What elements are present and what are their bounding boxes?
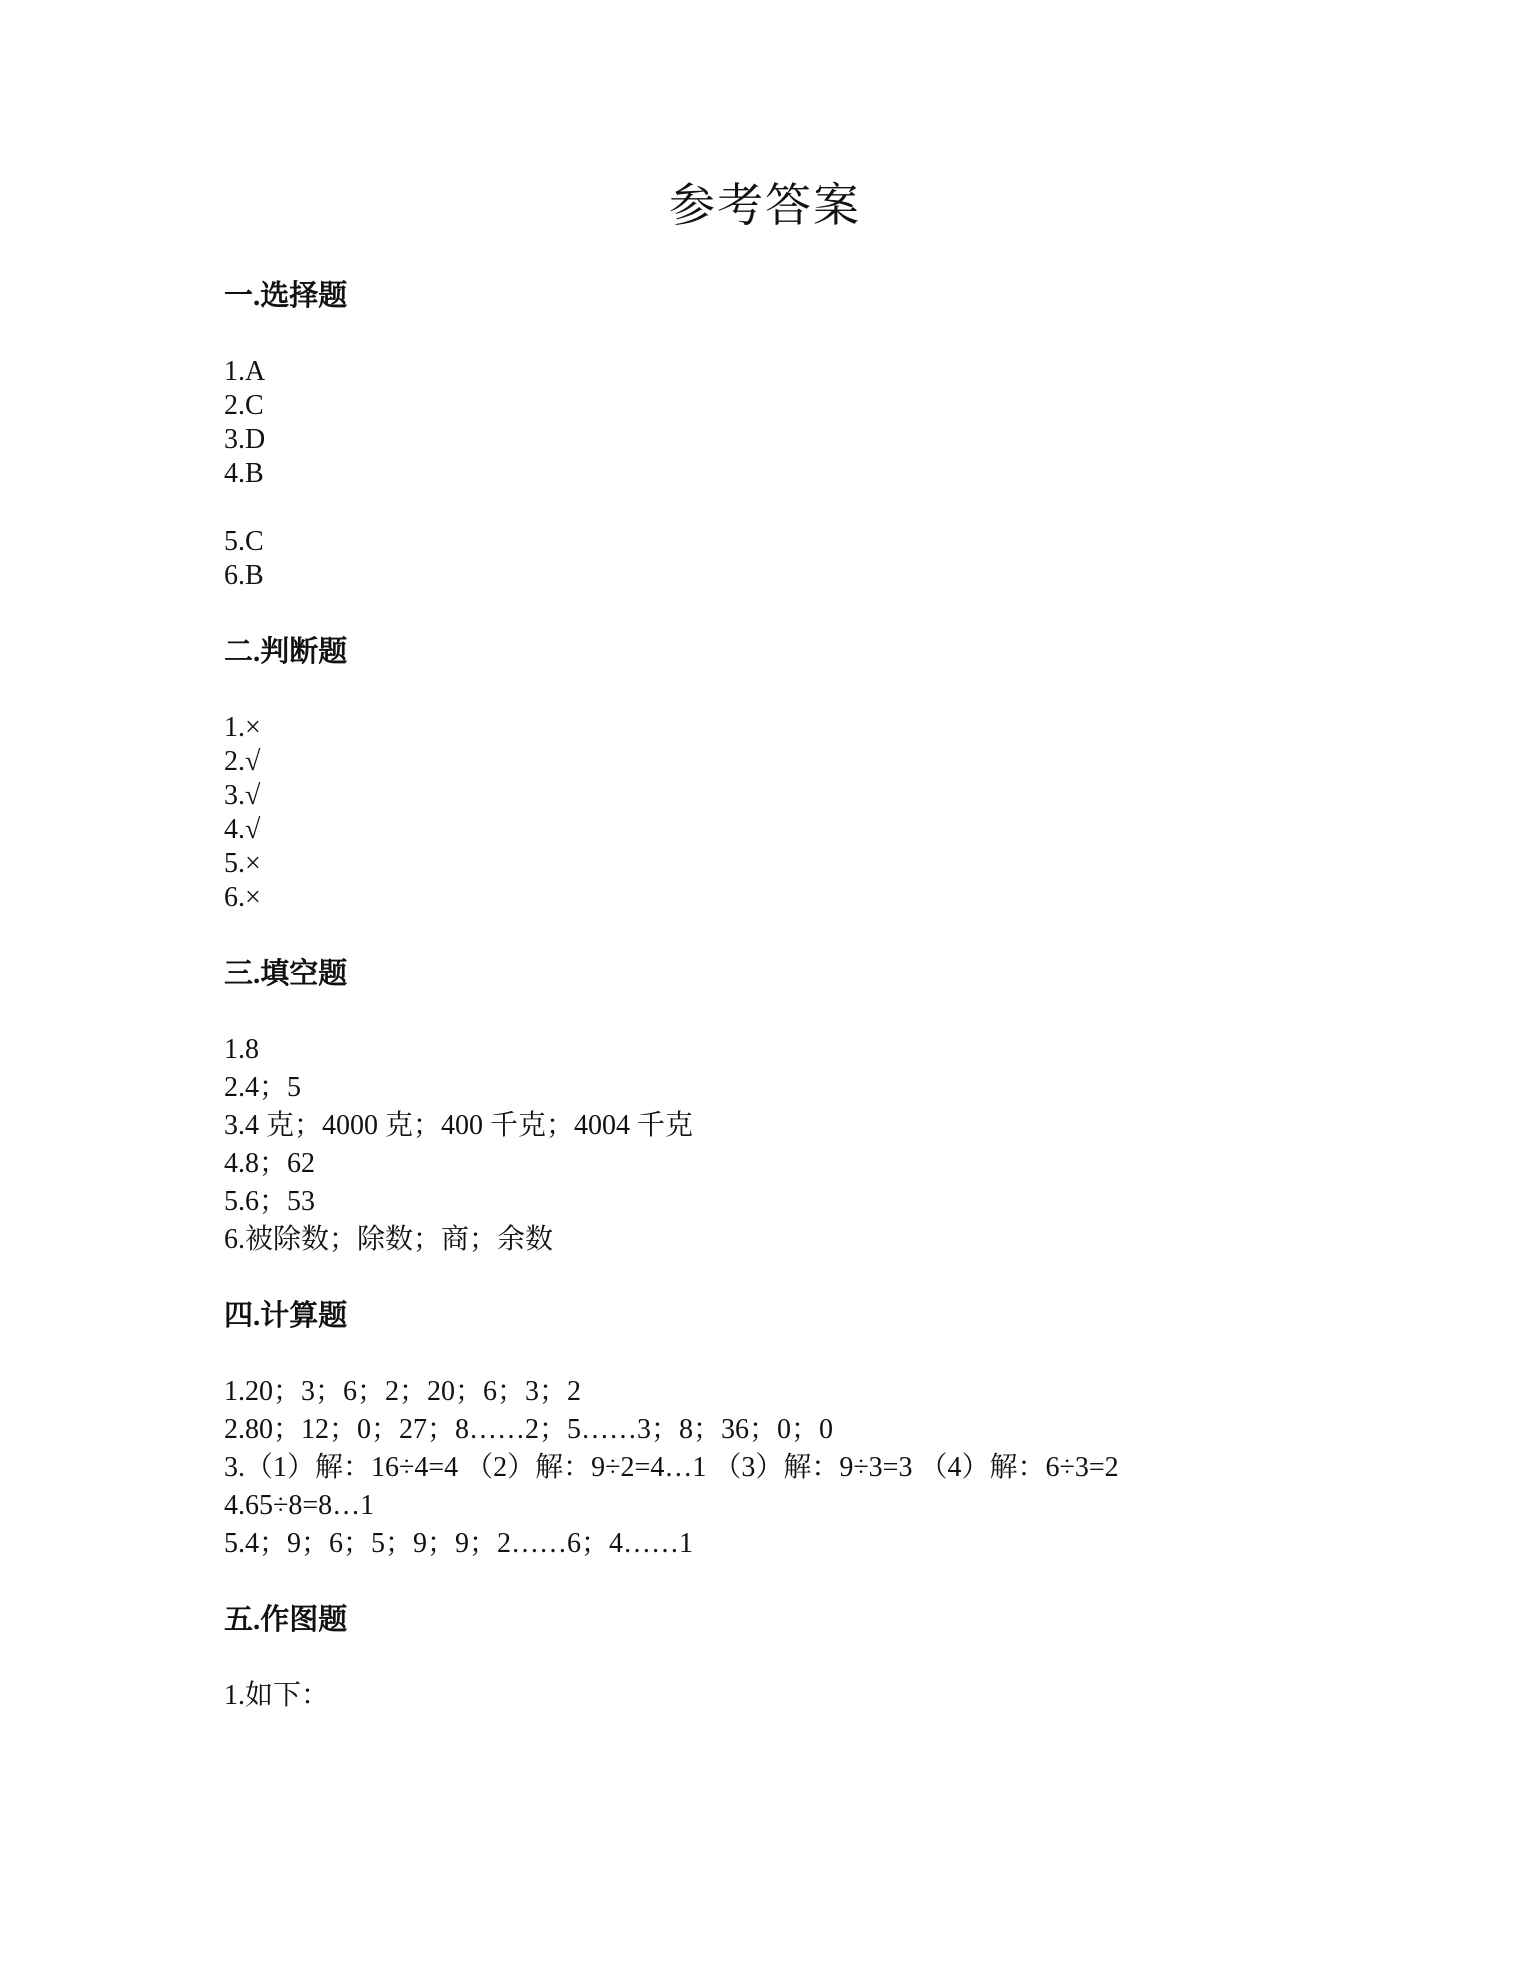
answer-line: 2.√ <box>224 746 261 777</box>
answer-line: 4.8；62 <box>224 1148 316 1179</box>
answer-line: 1.如下： <box>224 1680 330 1711</box>
answer-line: 4.65÷8=8…1 <box>224 1490 375 1521</box>
page-title: 参考答案 <box>669 180 861 231</box>
answer-line: 1.8 <box>224 1034 259 1065</box>
answer-line: 2.80；12；0；27；8……2；5……3；8；36；0；0 <box>224 1414 834 1445</box>
answer-line: 1.20；3；6；2；20；6；3；2 <box>224 1376 582 1407</box>
answer-line: 6.B <box>224 560 264 591</box>
answer-line: 3.D <box>224 424 266 455</box>
answer-line: 5.× <box>224 848 261 879</box>
answer-line: 6.× <box>224 882 261 913</box>
section-heading-drawing: 五.作图题 <box>224 1604 348 1636</box>
answer-line: 5.4；9；6；5；9；9；2……6；4……1 <box>224 1528 694 1559</box>
answer-line: 2.C <box>224 390 264 421</box>
answer-line: 1.× <box>224 712 261 743</box>
answer-line: 1.A <box>224 356 266 387</box>
answer-line: 5.C <box>224 526 264 557</box>
answer-line: 6.被除数；除数；商；余数 <box>224 1224 554 1255</box>
section-heading-calculation: 四.计算题 <box>224 1300 348 1332</box>
section-heading-choice: 一.选择题 <box>224 280 348 312</box>
answer-line: 4.√ <box>224 814 261 845</box>
answer-line: 3.√ <box>224 780 261 811</box>
section-heading-fill-blank: 三.填空题 <box>224 958 348 990</box>
answer-line: 2.4；5 <box>224 1072 302 1103</box>
answer-line: 5.6；53 <box>224 1186 316 1217</box>
answer-line: 3.4 克；4000 克；400 千克；4004 千克 <box>224 1110 694 1141</box>
section-heading-judgment: 二.判断题 <box>224 636 348 668</box>
answer-line: 4.B <box>224 458 264 489</box>
answer-line: 3.（1）解：16÷4=4 （2）解：9÷2=4…1 （3）解：9÷3=3 （4）解：6÷3=2 <box>224 1452 1119 1483</box>
